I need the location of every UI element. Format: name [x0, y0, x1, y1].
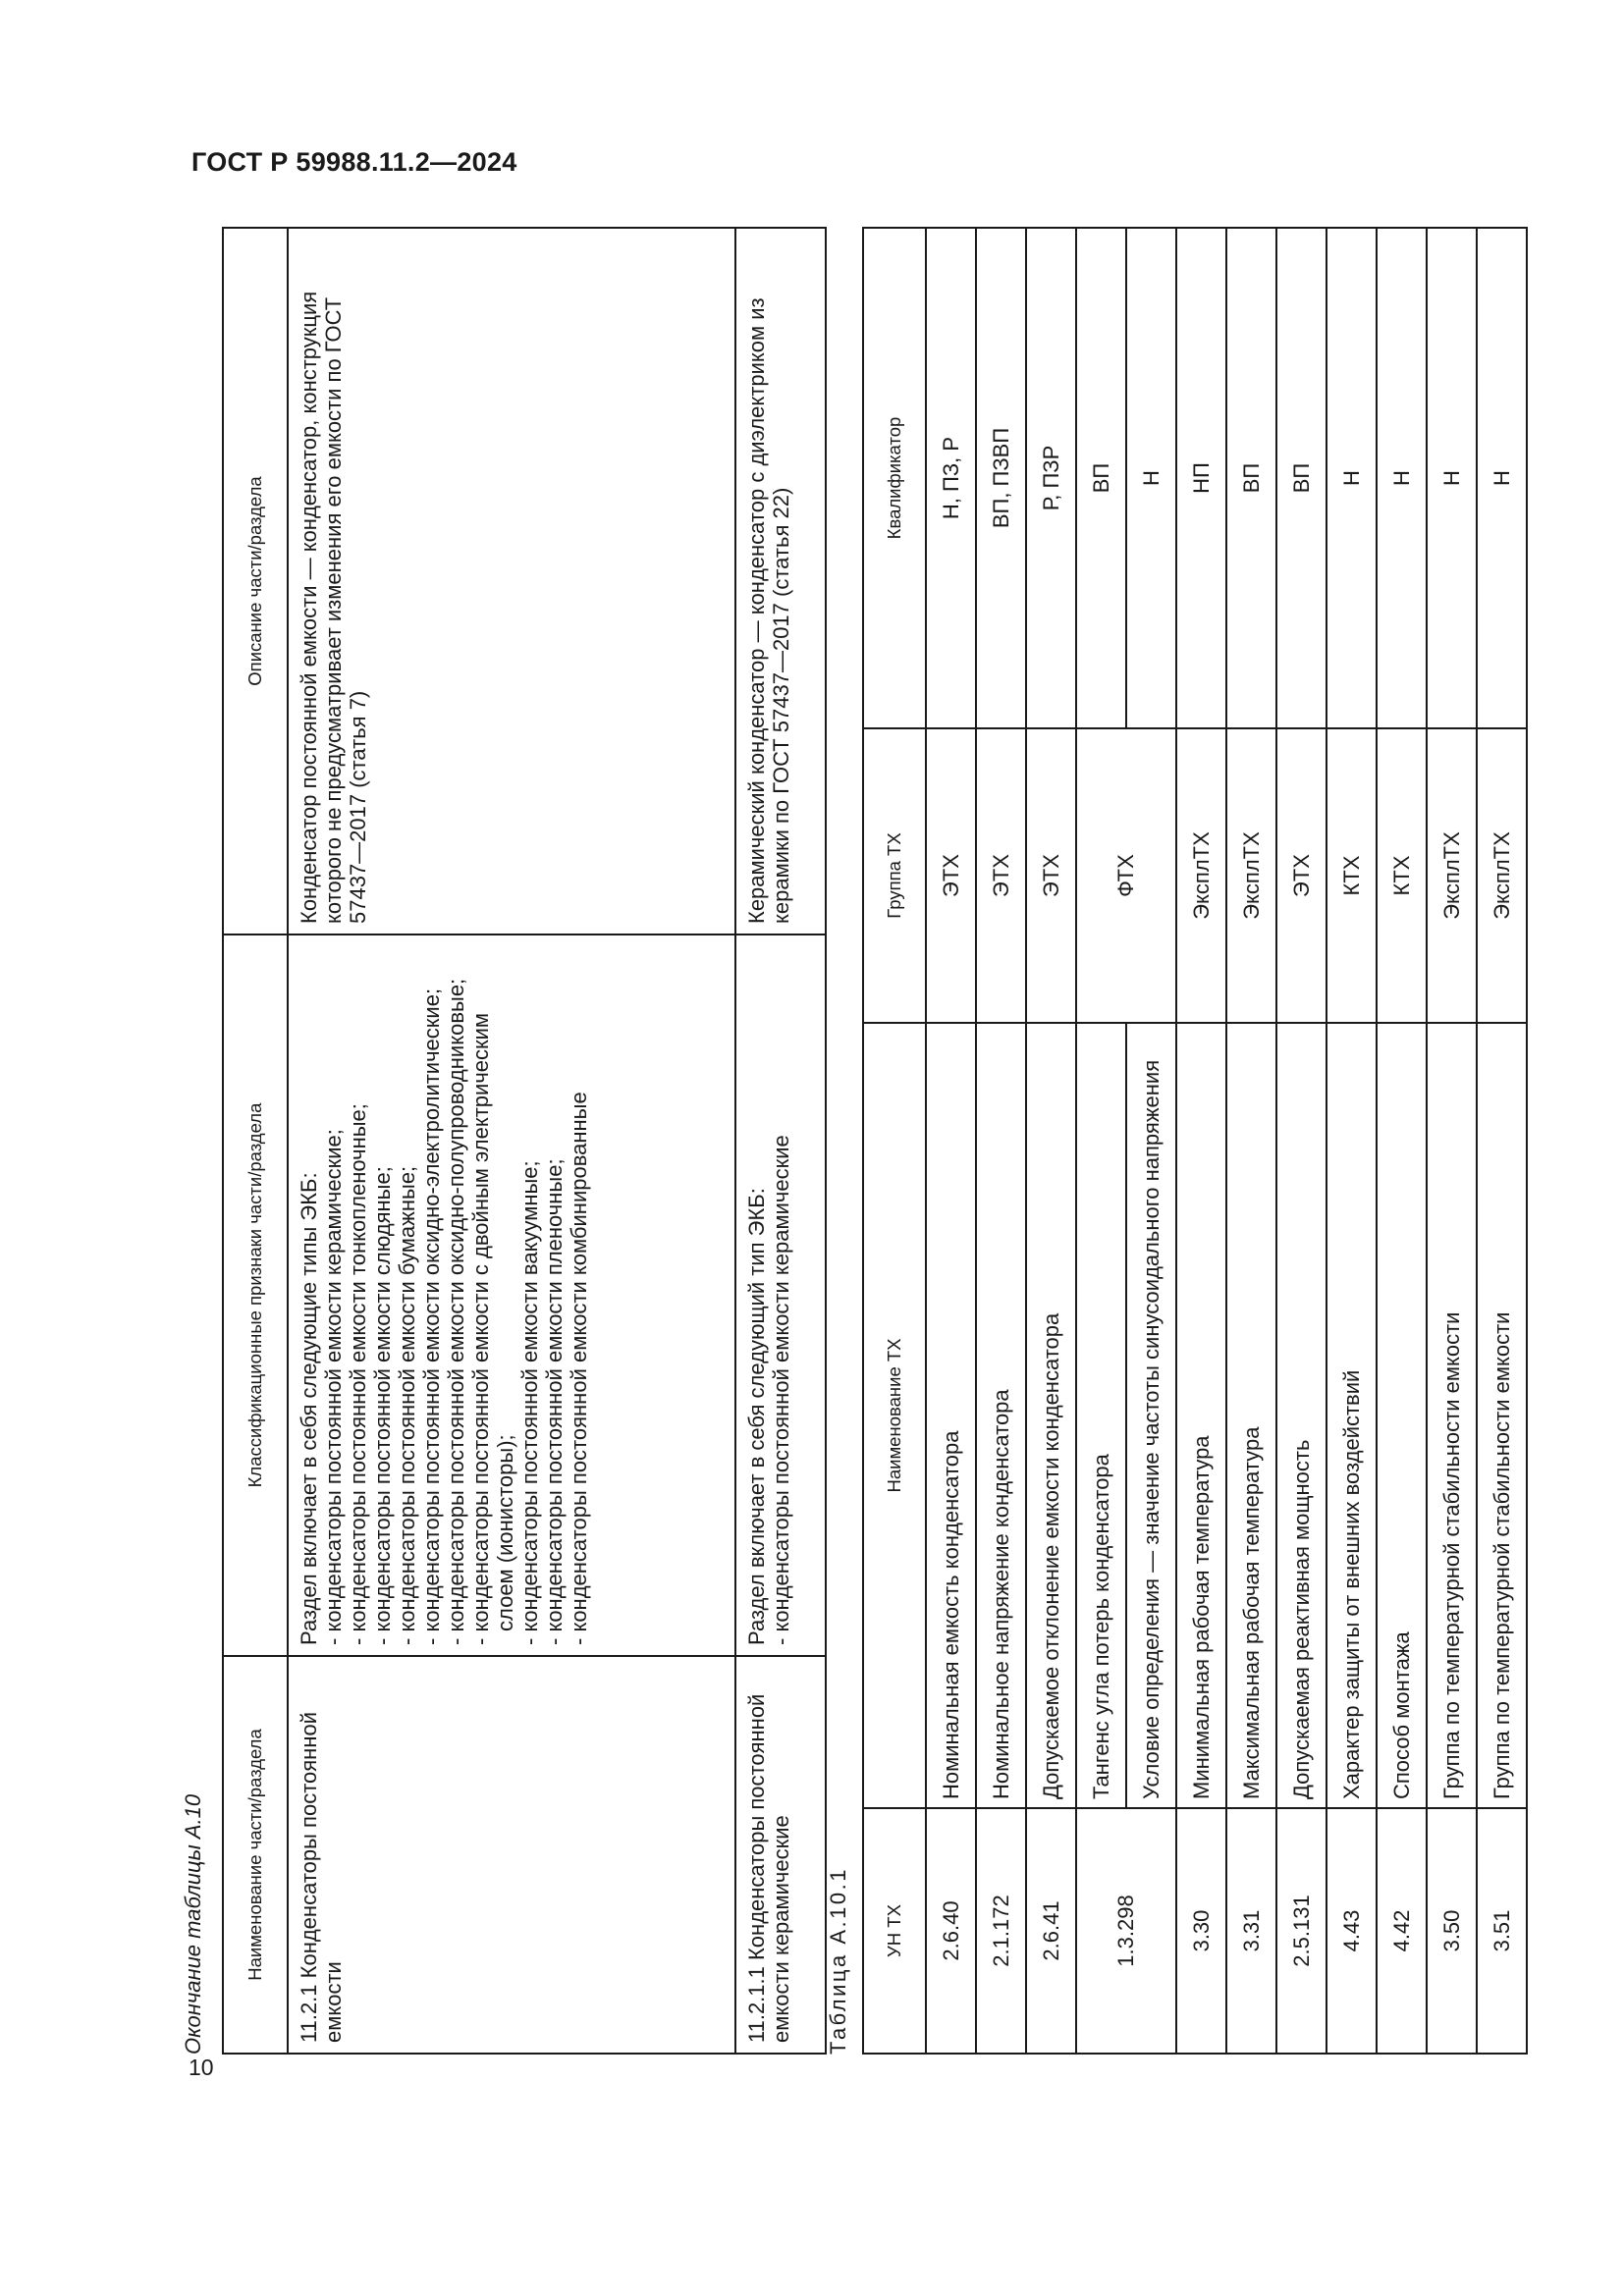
- table-row: [288, 228, 735, 2054]
- table-row: [1076, 228, 1126, 2054]
- list-item: - конденсаторы постоянной емкости оксидно-полупроводниковые;: [444, 945, 468, 1645]
- section-description: Конденсатор постоянной емкости — конденсатор, конструкция которого не предусматривает изменения его емкости по ГОСТ 57437—2017 (статья 7): [288, 228, 735, 934]
- code-cell: 1.3.298: [1076, 1808, 1176, 2054]
- table-row: [1026, 228, 1076, 2054]
- qualifier-cell: Н: [1326, 228, 1377, 728]
- code-cell: 2.6.40: [926, 1808, 976, 2054]
- column-header: Квалификатор: [863, 228, 926, 728]
- table-row: [1226, 228, 1276, 2054]
- qualifier-cell: НП: [1176, 228, 1226, 728]
- group-cell: КТХ: [1377, 728, 1427, 1023]
- column-header: Классификационные признаки части/раздела: [223, 934, 288, 1656]
- code-cell: 4.42: [1377, 1808, 1427, 2054]
- table-row: [1276, 228, 1326, 2054]
- qualifier-cell: Р, ПЗР: [1026, 228, 1076, 728]
- group-cell: КТХ: [1326, 728, 1377, 1023]
- classification-cell: [735, 934, 826, 1656]
- column-header: Описание части/раздела: [223, 228, 288, 934]
- page-number: 10: [189, 2055, 214, 2080]
- name-cell: Характер защиты от внешних воздействий: [1326, 1023, 1377, 1808]
- section-name: 11.2.1.1 Конденсаторы постоянной емкости керамические: [735, 1656, 826, 2054]
- qualifier-cell: Н, ПЗ, Р: [926, 228, 976, 728]
- table-row: [926, 228, 976, 2054]
- table-row: [1377, 228, 1427, 2054]
- name-cell: Допускаемая реактивная мощность: [1276, 1023, 1326, 1808]
- group-cell: ЭТХ: [976, 728, 1026, 1023]
- name-cell: Тангенс угла потерь конденсатора: [1076, 1023, 1126, 1808]
- classification-list: [321, 945, 591, 1645]
- table-header-row: [863, 228, 926, 2054]
- column-header: УН ТХ: [863, 1808, 926, 2054]
- list-item: - конденсаторы постоянной емкости комбинированные: [567, 945, 591, 1645]
- qualifier-cell: ВП: [1076, 228, 1126, 728]
- code-cell: 4.43: [1326, 1808, 1377, 2054]
- table-row: [1176, 228, 1226, 2054]
- classification-cell: [288, 934, 735, 1656]
- group-cell: ЭТХ: [1026, 728, 1076, 1023]
- name-cell: Номинальное напряжение конденсатора: [976, 1023, 1026, 1808]
- list-item: - конденсаторы постоянной емкости тонкопленочные;: [346, 945, 370, 1645]
- column-header: Группа ТХ: [863, 728, 926, 1023]
- list-item: - конденсаторы постоянной емкости оксидно-электролитические;: [419, 945, 444, 1645]
- list-item: - конденсаторы постоянной емкости бумажные;: [395, 945, 419, 1645]
- qualifier-cell: Н: [1427, 228, 1477, 728]
- qualifier-cell: ВП: [1276, 228, 1326, 728]
- code-cell: 2.5.131: [1276, 1808, 1326, 2054]
- list-item: - конденсаторы постоянной емкости керамические;: [321, 945, 346, 1645]
- group-cell: ЭксплТХ: [1176, 728, 1226, 1023]
- list-item: - конденсаторы постоянной емкости вакуумные;: [517, 945, 542, 1645]
- table-a10-1: [862, 227, 1528, 2055]
- condition-cell: Условие определения — значение частоты синусоидального напряжения: [1126, 1023, 1176, 1808]
- table-a10-block: [165, 229, 793, 2055]
- table-row: [1126, 228, 1176, 2054]
- group-cell: ЭТХ: [926, 728, 976, 1023]
- classification-intro: Раздел включает в себя следующие типы ЭКБ:: [297, 1172, 321, 1645]
- code-cell: 2.1.172: [976, 1808, 1026, 2054]
- group-cell: ФТХ: [1076, 728, 1176, 1023]
- table-row: [976, 228, 1026, 2054]
- table-a10-1-caption: Таблица А.10.1: [826, 1867, 850, 2055]
- table-a10-caption: Окончание таблицы А.10: [181, 1793, 205, 2055]
- column-header: Наименование ТХ: [863, 1023, 926, 1808]
- code-cell: 2.6.41: [1026, 1808, 1076, 2054]
- name-cell: Минимальная рабочая температура: [1176, 1023, 1226, 1808]
- list-item: - конденсаторы постоянной емкости слюдяные;: [370, 945, 395, 1645]
- list-item: - конденсаторы постоянной емкости пленочные;: [542, 945, 567, 1645]
- qualifier-cell: Н: [1477, 228, 1527, 728]
- qualifier-cell: Н: [1377, 228, 1427, 728]
- code-cell: 3.31: [1226, 1808, 1276, 2054]
- classification-intro: Раздел включает в себя следующий тип ЭКБ:: [744, 1188, 769, 1645]
- name-cell: Группа по температурной стабильности емкости: [1477, 1023, 1527, 1808]
- code-cell: 3.30: [1176, 1808, 1226, 2054]
- group-cell: ЭксплТХ: [1477, 728, 1527, 1023]
- name-cell: Допускаемое отклонение емкости конденсатора: [1026, 1023, 1076, 1808]
- list-item: - конденсаторы постоянной емкости керамические: [769, 945, 793, 1645]
- code-cell: 3.50: [1427, 1808, 1477, 2054]
- name-cell: Способ монтажа: [1377, 1023, 1427, 1808]
- group-cell: ЭксплТХ: [1427, 728, 1477, 1023]
- section-description: Керамический конденсатор — конденсатор с диэлектриком из керамики по ГОСТ 57437—2017 (статья 22): [735, 228, 826, 934]
- table-row: [1326, 228, 1377, 2054]
- group-cell: ЭТХ: [1276, 728, 1326, 1023]
- qualifier-cell: ВП: [1226, 228, 1276, 728]
- column-header: Наименование части/раздела: [223, 1656, 288, 2054]
- qualifier-cell: Н: [1126, 228, 1176, 728]
- name-cell: Максимальная рабочая температура: [1226, 1023, 1276, 1808]
- table-header-row: [223, 228, 288, 2054]
- section-name: 11.2.1 Конденсаторы постоянной емкости: [288, 1656, 735, 2054]
- classification-list: [769, 945, 793, 1645]
- table-row: [735, 228, 826, 2054]
- group-cell: ЭксплТХ: [1226, 728, 1276, 1023]
- list-item: - конденсаторы постоянной емкости с двойным электрическим слоем (ионисторы);: [468, 945, 517, 1645]
- name-cell: Группа по температурной стабильности емкости: [1427, 1023, 1477, 1808]
- table-row: [1427, 228, 1477, 2054]
- code-cell: 3.51: [1477, 1808, 1527, 2054]
- table-row: [1477, 228, 1527, 2054]
- table-a10: [222, 227, 827, 2055]
- qualifier-cell: ВП, ПЗВП: [976, 228, 1026, 728]
- name-cell: Номинальная емкость конденсатора: [926, 1023, 976, 1808]
- table-a10-1-block: [815, 229, 1522, 2055]
- document-header: ГОСТ Р 59988.11.2—2024: [191, 147, 517, 177]
